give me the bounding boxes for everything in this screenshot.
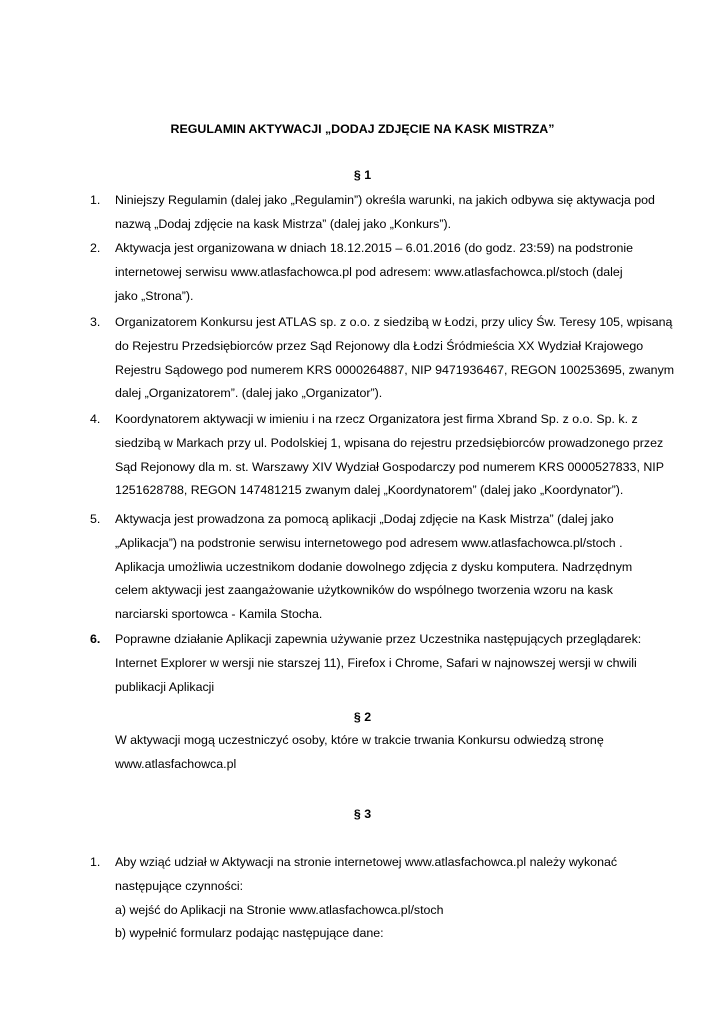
item-line: internetowej serwisu www.atlasfachowca.pl pod adresem: www.atlasfachowca.pl/stoch (dalej	[115, 264, 623, 279]
item-number: 2.	[90, 241, 101, 255]
list-item	[90, 628, 660, 699]
item-line: siedzibą w Markach przy ul. Podolskiej 1, wpisana do rejestru przedsiębiorców prowadzonego przez	[115, 435, 664, 450]
item-line: Organizatorem Konkursu jest ATLAS sp. z o.o. z siedzibą w Łodzi, przy ulicy Św. Teresy 105, wpisaną	[115, 315, 673, 329]
list-item	[90, 851, 660, 946]
item-line: Rejestru Sądowego pod numerem KRS 0000264887, NIP 9471936467, REGON 100253695, zwanym	[115, 362, 675, 377]
item-number: 1.	[90, 855, 101, 869]
item-number: 1.	[90, 193, 101, 207]
list-item	[90, 189, 660, 237]
item-line: następujące czynności:	[115, 878, 244, 893]
item-line: Aby wziąć udział w Aktywacji na stronie internetowej www.atlasfachowca.pl należy wykonać	[115, 855, 618, 869]
item-number: 5.	[90, 512, 101, 526]
list-item	[90, 237, 660, 308]
item-line: publikacji Aplikacji	[115, 679, 215, 694]
item-number: 3.	[90, 315, 101, 329]
document-title: REGULAMIN AKTYWACJI „DODAJ ZDJĘCIE NA KASK MISTRZA”	[170, 122, 555, 136]
item-number: 6.	[90, 632, 101, 646]
item-line: Koordynatorem aktywacji w imieniu i na rzecz Organizatora jest firma Xbrand Sp. z o.o. Sp. k. z	[115, 412, 638, 426]
item-number: 4.	[90, 412, 101, 426]
section-2-heading: § 2	[353, 710, 372, 724]
item-line: Aktywacja jest organizowana w dniach 18.12.2015 – 6.01.2016 (do godz. 23:59) na podstronie	[115, 241, 634, 255]
section-2-text	[115, 729, 660, 777]
item-line: narciarski sportowca - Kamila Stocha.	[115, 607, 323, 622]
item-line: Niniejszy Regulamin (dalej jako „Regulamin”) określa warunki, na jakich odbywa się aktywacja pod	[115, 193, 655, 207]
paragraph-line: www.atlasfachowca.pl	[115, 756, 237, 771]
item-line: b) wypełnić formularz podając następujące dane:	[115, 926, 384, 941]
paragraph-line: W aktywacji mogą uczestniczyć osoby, które w trakcie trwania Konkursu odwiedzą stronę	[115, 733, 604, 747]
item-line: Aplikacja umożliwia uczestnikom dodanie dowolnego zdjęcia z dysku komputera. Nadrzędnym	[115, 559, 633, 574]
section-3-heading: § 3	[353, 807, 372, 821]
item-line: Aktywacja jest prowadzona za pomocą aplikacji „Dodaj zdjęcie na Kask Mistrza” (dalej jako	[115, 512, 614, 526]
item-line: jako „Strona”).	[115, 288, 194, 303]
item-line: „Aplikacja”) na podstronie serwisu internetowego pod adresem www.atlasfachowca.pl/stoch .	[115, 535, 623, 550]
item-line: do Rejestru Przedsiębiorców przez Sąd Rejonowy dla Łodzi Śródmieścia XX Wydział Krajowego	[115, 338, 644, 353]
list-item	[90, 508, 660, 627]
item-line: Internet Explorer w wersji nie starszej 11), Firefox i Chrome, Safari w najnowszej wersji w chwili	[115, 655, 637, 670]
item-line: nazwą „Dodaj zdjęcie na kask Mistrza” (dalej jako „Konkurs”).	[115, 216, 452, 231]
item-line: Sąd Rejonowy dla m. st. Warszawy XIV Wydział Gospodarczy pod numerem KRS 0000527833, NIP	[115, 459, 664, 474]
item-line: 1251628788, REGON 147481215 zwanym dalej „Koordynatorem” (dalej jako „Koordynator”).	[115, 483, 624, 498]
list-item	[90, 408, 664, 503]
item-line: dalej „Organizatorem”. (dalej jako „Organizator”).	[115, 386, 383, 401]
item-line: celem aktywacji jest zaangażowanie użytkowników do wspólnego tworzenia wzoru na kask	[115, 583, 613, 598]
item-line: a) wejść do Aplikacji na Stronie www.atlasfachowca.pl/stoch	[115, 902, 444, 917]
list-item	[90, 311, 675, 406]
item-line: Poprawne działanie Aplikacji zapewnia używanie przez Uczestnika następujących przeglądarek:	[115, 632, 642, 646]
section-1-heading: § 1	[353, 168, 372, 182]
